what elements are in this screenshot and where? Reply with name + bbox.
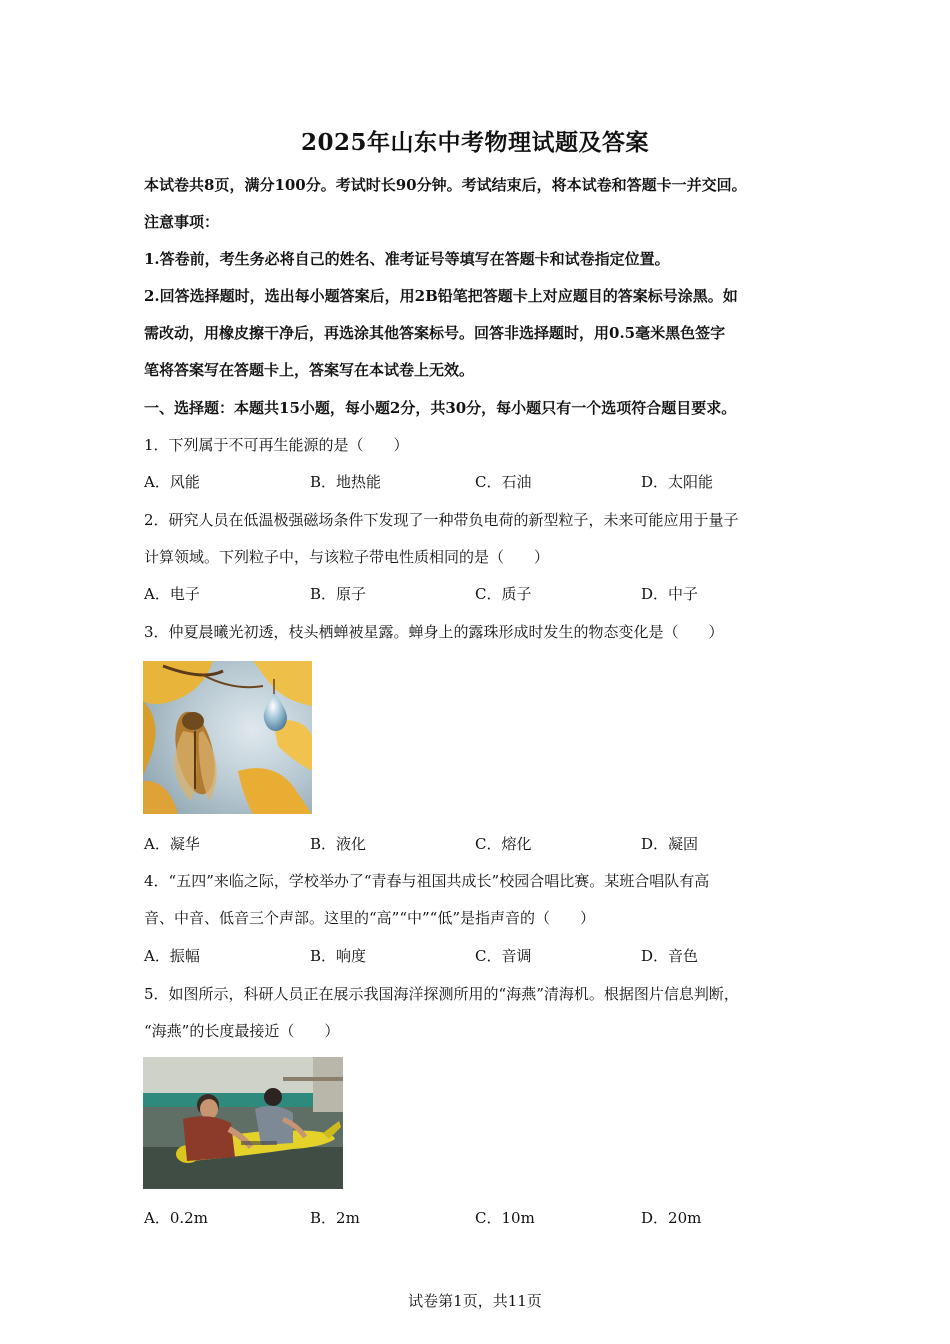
section-heading: 一、选择题：本题共15小题，每小题2分，共30分，每小题只有一个选项符合题目要求。 [144,399,737,417]
question-2-stem-line-2: 计算领域。下列粒子中，与该粒子带电性质相同的是（ ） [144,548,550,566]
note-2-line-2: 需改动，用橡皮擦干净后，再选涂其他答案标号。回答非选择题时，用0.5毫米黑色签字 [144,324,726,342]
option-d: D．20m [641,1209,702,1227]
option-d: D．中子 [641,585,699,603]
question-3-options [144,834,814,854]
exam-info-line: 本试卷共8页，满分100分。考试时长90分钟。考试结束后，将本试卷和答题卡一并交回。 [144,176,747,194]
question-2-options [144,584,814,604]
option-d: D．凝固 [641,835,699,853]
question-4-stem-line-2: 音、中音、低音三个声部。这里的“高”“中”“低”是指声音的（ ） [144,909,596,927]
option-d: D．音色 [641,947,699,965]
note-1: 1.答卷前，考生务必将自己的姓名、准考证号等填写在答题卡和试卷指定位置。 [144,250,670,268]
option-a: A．电子 [144,585,200,603]
option-c: C．熔化 [475,835,532,853]
question-5-stem-line-2: “海燕”的长度最接近（ ） [144,1022,340,1040]
question-5-options [144,1208,814,1228]
option-a: A．0.2m [144,1209,208,1227]
option-d: D．太阳能 [641,473,714,491]
option-a: A．凝华 [144,835,200,853]
question-1-stem: 1．下列属于不可再生能源的是（ ） [144,436,409,454]
page-title: 2025年山东中考物理试题及答案 [300,129,649,156]
question-4-stem-line-1: 4．“五四”来临之际，学校举办了“青春与祖国共成长”校园合唱比赛。某班合唱队有高 [144,872,710,890]
note-2-line-3: 笔将答案写在答题卡上，答案写在本试卷上无效。 [144,361,475,379]
option-b: B．液化 [310,835,367,853]
option-a: A．振幅 [144,947,200,965]
cicada-dew-image [143,661,312,814]
underwater-glider-image [143,1057,343,1189]
notes-heading: 注意事项： [144,213,220,231]
option-c: C．音调 [475,947,532,965]
option-c: C．石油 [475,473,532,491]
question-4-options [144,946,814,966]
question-2-stem-line-1: 2．研究人员在低温极强磁场条件下发现了一种带负电荷的新型粒子，未来可能应用于量子 [144,511,739,529]
option-b: B．地热能 [310,473,382,491]
option-a: A．风能 [144,473,200,491]
question-3-stem: 3．仲夏晨曦光初透，枝头栖蝉被星露。蝉身上的露珠形成时发生的物态变化是（ ） [144,623,724,641]
question-1-options [144,472,814,492]
option-c: C．10m [475,1209,535,1227]
option-b: B．响度 [310,947,367,965]
note-2-line-1: 2.回答选择题时，选出每小题答案后，用2B铅笔把答题卡上对应题目的答案标号涂黑。如 [144,287,738,305]
page-footer: 试卷第1页，共11页 [408,1292,542,1310]
option-b: B．2m [310,1209,360,1227]
option-b: B．原子 [310,585,367,603]
question-5-stem-line-1: 5．如图所示，科研人员正在展示我国海洋探测所用的“海燕”清海机。根据图片信息判断， [144,985,739,1003]
option-c: C．质子 [475,585,532,603]
